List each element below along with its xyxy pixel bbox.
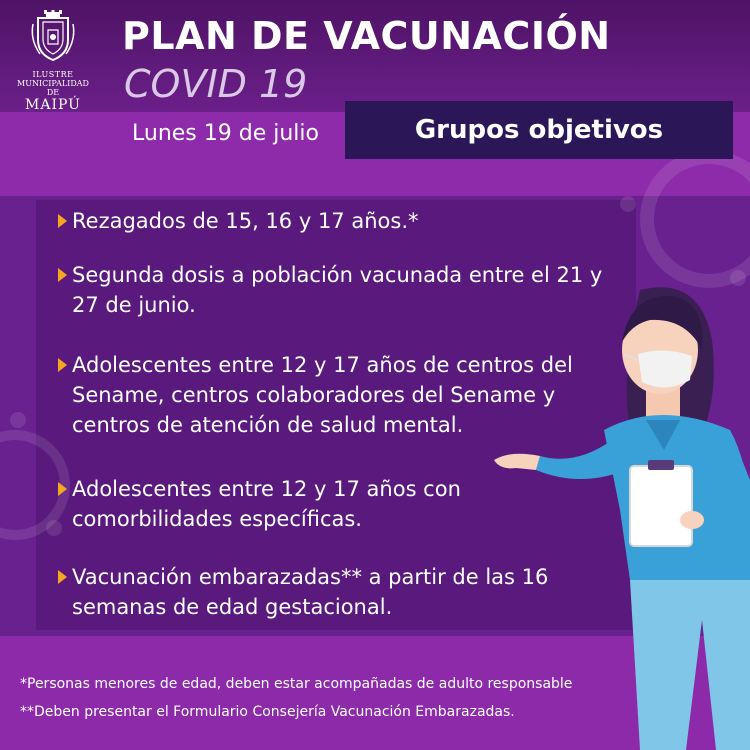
- footnote-pregnant: **Deben presentar el Formulario Consejería Vacunación Embarazadas.: [20, 704, 515, 720]
- list-item-line: centros de atención de salud mental.: [72, 413, 464, 437]
- list-item-line: Sename, centros colaboradores del Sename y: [72, 383, 556, 407]
- list-item-line: comorbilidades específicas.: [72, 507, 362, 531]
- logo-line-municipalidad: MUNICIPALIDAD DE: [17, 79, 89, 97]
- page-subtitle: COVID 19: [124, 62, 308, 106]
- footnote-minors: *Personas menores de edad, deben estar acompañadas de adulto responsable: [20, 676, 573, 692]
- bullet-arrow-icon: [58, 214, 67, 228]
- bullet-arrow-icon: [58, 358, 67, 372]
- list-item-line: semanas de edad gestacional.: [72, 595, 393, 619]
- bullet-arrow-icon: [58, 482, 67, 496]
- section-title: Grupos objetivos: [414, 115, 664, 145]
- list-item: [58, 474, 461, 534]
- municipality-logo: [12, 10, 94, 113]
- list-item-line: Rezagados de 15, 16 y 17 años.*: [72, 209, 419, 233]
- list-item-line: 27 de junio.: [72, 293, 196, 317]
- nurse-illustration: [480, 280, 750, 750]
- list-item-line: Adolescentes entre 12 y 17 años con: [72, 477, 461, 501]
- list-item: [58, 562, 548, 622]
- crest-icon: [30, 10, 76, 62]
- virus-spike-icon: [10, 412, 26, 428]
- bullet-arrow-icon: [58, 268, 67, 282]
- virus-spike-icon: [620, 196, 636, 212]
- section-title-box: [345, 101, 733, 159]
- logo-line-maipu: MAIPÚ: [25, 97, 81, 113]
- list-item-line: Vacunación embarazadas** a partir de las 16: [72, 565, 549, 589]
- list-item-line: Segunda dosis a población vacunada entre el 21 y: [72, 263, 603, 287]
- page-title: PLAN DE VACUNACIÓN: [122, 14, 611, 58]
- bullet-arrow-icon: [58, 570, 67, 584]
- logo-line-ilustre: ILUSTRE: [32, 70, 74, 79]
- list-item-line: Adolescentes entre 12 y 17 años de centros del: [72, 353, 573, 377]
- list-item: [58, 206, 419, 236]
- date-label: Lunes 19 de julio: [132, 121, 319, 146]
